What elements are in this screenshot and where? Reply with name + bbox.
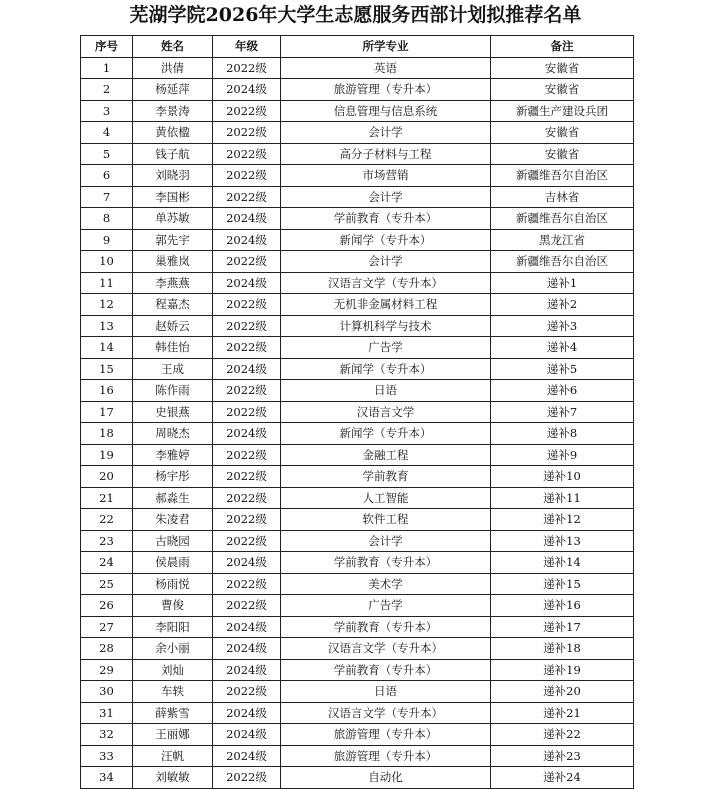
cell-note: 安徽省	[491, 143, 634, 165]
header-index: 序号	[81, 36, 133, 58]
table-row	[81, 659, 634, 681]
cell-index: 7	[81, 186, 133, 208]
cell-name: 汪帆	[133, 745, 213, 767]
cell-name: 巢雅岚	[133, 251, 213, 273]
cell-name: 侯晨雨	[133, 552, 213, 574]
cell-index: 3	[81, 100, 133, 122]
cell-note: 递补12	[491, 509, 634, 531]
cell-major: 会计学	[281, 122, 491, 144]
table-row	[81, 401, 634, 423]
cell-grade: 2022级	[213, 487, 281, 509]
cell-index: 5	[81, 143, 133, 165]
cell-name: 杨雨悦	[133, 573, 213, 595]
cell-grade: 2024级	[213, 638, 281, 660]
cell-grade: 2022级	[213, 122, 281, 144]
cell-grade: 2022级	[213, 165, 281, 187]
cell-index: 16	[81, 380, 133, 402]
cell-note: 安徽省	[491, 79, 634, 101]
cell-note: 递补18	[491, 638, 634, 660]
cell-grade: 2022级	[213, 315, 281, 337]
cell-grade: 2022级	[213, 143, 281, 165]
cell-major: 金融工程	[281, 444, 491, 466]
table-row	[81, 444, 634, 466]
cell-note: 递补7	[491, 401, 634, 423]
cell-index: 22	[81, 509, 133, 531]
cell-note: 递补15	[491, 573, 634, 595]
cell-note: 递补14	[491, 552, 634, 574]
cell-note: 递补5	[491, 358, 634, 380]
cell-major: 旅游管理（专升本）	[281, 724, 491, 746]
cell-name: 李阳阳	[133, 616, 213, 638]
table-row	[81, 573, 634, 595]
cell-grade: 2022级	[213, 595, 281, 617]
cell-name: 古晓园	[133, 530, 213, 552]
cell-note: 递补8	[491, 423, 634, 445]
cell-index: 20	[81, 466, 133, 488]
cell-grade: 2024级	[213, 616, 281, 638]
cell-grade: 2022级	[213, 509, 281, 531]
cell-major: 人工智能	[281, 487, 491, 509]
cell-note: 递补22	[491, 724, 634, 746]
table-row	[81, 380, 634, 402]
cell-grade: 2024级	[213, 423, 281, 445]
table-row	[81, 79, 634, 101]
cell-grade: 2024级	[213, 552, 281, 574]
table-row	[81, 595, 634, 617]
cell-major: 高分子材料与工程	[281, 143, 491, 165]
cell-note: 递补17	[491, 616, 634, 638]
table-row	[81, 315, 634, 337]
cell-major: 计算机科学与技术	[281, 315, 491, 337]
cell-note: 递补3	[491, 315, 634, 337]
cell-index: 24	[81, 552, 133, 574]
table-row	[81, 767, 634, 789]
cell-name: 钱子航	[133, 143, 213, 165]
cell-name: 车轶	[133, 681, 213, 703]
table-row	[81, 358, 634, 380]
cell-major: 学前教育（专升本）	[281, 616, 491, 638]
cell-name: 周晓杰	[133, 423, 213, 445]
cell-grade: 2022级	[213, 681, 281, 703]
cell-note: 递补16	[491, 595, 634, 617]
header-name: 姓名	[133, 36, 213, 58]
cell-major: 新闻学（专升本）	[281, 358, 491, 380]
cell-name: 李燕燕	[133, 272, 213, 294]
cell-note: 递补20	[491, 681, 634, 703]
table-row	[81, 122, 634, 144]
table-row	[81, 509, 634, 531]
cell-major: 会计学	[281, 530, 491, 552]
cell-name: 李国彬	[133, 186, 213, 208]
cell-name: 王丽娜	[133, 724, 213, 746]
cell-major: 汉语言文学（专升本）	[281, 702, 491, 724]
cell-index: 21	[81, 487, 133, 509]
cell-index: 34	[81, 767, 133, 789]
cell-grade: 2024级	[213, 208, 281, 230]
cell-note: 递补11	[491, 487, 634, 509]
cell-grade: 2022级	[213, 767, 281, 789]
cell-grade: 2022级	[213, 573, 281, 595]
cell-name: 薛紫雪	[133, 702, 213, 724]
cell-major: 旅游管理（专升本）	[281, 79, 491, 101]
cell-name: 郭先宇	[133, 229, 213, 251]
cell-grade: 2022级	[213, 186, 281, 208]
cell-index: 25	[81, 573, 133, 595]
cell-name: 刘敏敏	[133, 767, 213, 789]
table-row	[81, 724, 634, 746]
cell-grade: 2024级	[213, 358, 281, 380]
cell-note: 黑龙江省	[491, 229, 634, 251]
cell-major: 旅游管理（专升本）	[281, 745, 491, 767]
cell-grade: 2022级	[213, 294, 281, 316]
cell-index: 32	[81, 724, 133, 746]
cell-grade: 2024级	[213, 79, 281, 101]
cell-index: 4	[81, 122, 133, 144]
table-row	[81, 208, 634, 230]
table-row	[81, 143, 634, 165]
cell-major: 信息管理与信息系统	[281, 100, 491, 122]
cell-grade: 2024级	[213, 659, 281, 681]
cell-major: 软件工程	[281, 509, 491, 531]
table-row	[81, 165, 634, 187]
header-note: 备注	[491, 36, 634, 58]
cell-major: 自动化	[281, 767, 491, 789]
cell-grade: 2022级	[213, 444, 281, 466]
cell-index: 2	[81, 79, 133, 101]
cell-name: 刘晓羽	[133, 165, 213, 187]
cell-index: 18	[81, 423, 133, 445]
cell-note: 递补9	[491, 444, 634, 466]
page-title: 芜湖学院2026年大学生志愿服务西部计划拟推荐名单	[129, 4, 582, 26]
cell-major: 学前教育（专升本）	[281, 552, 491, 574]
cell-grade: 2022级	[213, 530, 281, 552]
cell-index: 8	[81, 208, 133, 230]
cell-name: 黄依楹	[133, 122, 213, 144]
cell-name: 杨宇彤	[133, 466, 213, 488]
cell-name: 郝淼生	[133, 487, 213, 509]
cell-index: 31	[81, 702, 133, 724]
cell-note: 递补4	[491, 337, 634, 359]
cell-major: 学前教育（专升本）	[281, 208, 491, 230]
cell-major: 学前教育（专升本）	[281, 659, 491, 681]
cell-index: 6	[81, 165, 133, 187]
cell-index: 33	[81, 745, 133, 767]
cell-grade: 2024级	[213, 272, 281, 294]
cell-major: 美术学	[281, 573, 491, 595]
cell-note: 新疆维吾尔自治区	[491, 208, 634, 230]
table-row	[81, 638, 634, 660]
cell-grade: 2022级	[213, 100, 281, 122]
cell-index: 9	[81, 229, 133, 251]
table-row	[81, 702, 634, 724]
cell-name: 单苏敏	[133, 208, 213, 230]
cell-name: 韩佳怡	[133, 337, 213, 359]
cell-note: 递补13	[491, 530, 634, 552]
cell-name: 史银燕	[133, 401, 213, 423]
cell-name: 曹俊	[133, 595, 213, 617]
table-row	[81, 294, 634, 316]
cell-grade: 2024级	[213, 724, 281, 746]
cell-major: 英语	[281, 57, 491, 79]
cell-name: 陈作雨	[133, 380, 213, 402]
cell-major: 汉语言文学（专升本）	[281, 272, 491, 294]
table-row	[81, 337, 634, 359]
cell-major: 无机非金属材料工程	[281, 294, 491, 316]
cell-note: 递补6	[491, 380, 634, 402]
table-row	[81, 100, 634, 122]
cell-name: 刘灿	[133, 659, 213, 681]
cell-major: 会计学	[281, 186, 491, 208]
cell-grade: 2022级	[213, 251, 281, 273]
table-row	[81, 530, 634, 552]
table-body	[81, 57, 634, 788]
cell-index: 11	[81, 272, 133, 294]
cell-major: 日语	[281, 681, 491, 703]
cell-name: 洪倩	[133, 57, 213, 79]
cell-grade: 2022级	[213, 466, 281, 488]
cell-name: 王成	[133, 358, 213, 380]
table-row	[81, 57, 634, 79]
cell-index: 17	[81, 401, 133, 423]
cell-note: 递补10	[491, 466, 634, 488]
cell-name: 李景涛	[133, 100, 213, 122]
cell-name: 赵娇云	[133, 315, 213, 337]
cell-note: 安徽省	[491, 57, 634, 79]
cell-name: 李雅婷	[133, 444, 213, 466]
cell-grade: 2024级	[213, 229, 281, 251]
cell-note: 递补1	[491, 272, 634, 294]
cell-name: 朱凌君	[133, 509, 213, 531]
cell-index: 14	[81, 337, 133, 359]
cell-index: 19	[81, 444, 133, 466]
table-row	[81, 745, 634, 767]
cell-note: 递补24	[491, 767, 634, 789]
candidate-table	[80, 35, 634, 789]
table-row	[81, 466, 634, 488]
cell-index: 23	[81, 530, 133, 552]
table-row	[81, 251, 634, 273]
cell-note: 递补23	[491, 745, 634, 767]
table-row	[81, 552, 634, 574]
cell-note: 新疆维吾尔自治区	[491, 251, 634, 273]
cell-note: 新疆生产建设兵团	[491, 100, 634, 122]
table-row	[81, 229, 634, 251]
cell-note: 递补21	[491, 702, 634, 724]
cell-note: 递补19	[491, 659, 634, 681]
cell-major: 学前教育	[281, 466, 491, 488]
cell-major: 汉语言文学	[281, 401, 491, 423]
table-header-row	[81, 36, 634, 58]
cell-index: 10	[81, 251, 133, 273]
cell-index: 1	[81, 57, 133, 79]
cell-major: 广告学	[281, 595, 491, 617]
cell-index: 12	[81, 294, 133, 316]
cell-index: 27	[81, 616, 133, 638]
cell-major: 广告学	[281, 337, 491, 359]
cell-grade: 2022级	[213, 337, 281, 359]
cell-index: 13	[81, 315, 133, 337]
header-grade: 年级	[213, 36, 281, 58]
table-row	[81, 186, 634, 208]
cell-index: 15	[81, 358, 133, 380]
cell-index: 28	[81, 638, 133, 660]
cell-name: 程嘉杰	[133, 294, 213, 316]
cell-grade: 2022级	[213, 57, 281, 79]
cell-note: 递补2	[491, 294, 634, 316]
cell-index: 29	[81, 659, 133, 681]
header-major: 所学专业	[281, 36, 491, 58]
cell-major: 新闻学（专升本）	[281, 229, 491, 251]
table-row	[81, 616, 634, 638]
cell-name: 杨延萍	[133, 79, 213, 101]
cell-note: 吉林省	[491, 186, 634, 208]
cell-major: 会计学	[281, 251, 491, 273]
cell-note: 新疆维吾尔自治区	[491, 165, 634, 187]
cell-grade: 2022级	[213, 380, 281, 402]
cell-major: 新闻学（专升本）	[281, 423, 491, 445]
cell-grade: 2024级	[213, 745, 281, 767]
table-row	[81, 423, 634, 445]
table-row	[81, 487, 634, 509]
cell-major: 市场营销	[281, 165, 491, 187]
cell-name: 余小丽	[133, 638, 213, 660]
cell-grade: 2022级	[213, 401, 281, 423]
table-row	[81, 272, 634, 294]
table-row	[81, 681, 634, 703]
cell-note: 安徽省	[491, 122, 634, 144]
cell-major: 日语	[281, 380, 491, 402]
cell-grade: 2024级	[213, 702, 281, 724]
cell-index: 26	[81, 595, 133, 617]
cell-index: 30	[81, 681, 133, 703]
cell-major: 汉语言文学（专升本）	[281, 638, 491, 660]
